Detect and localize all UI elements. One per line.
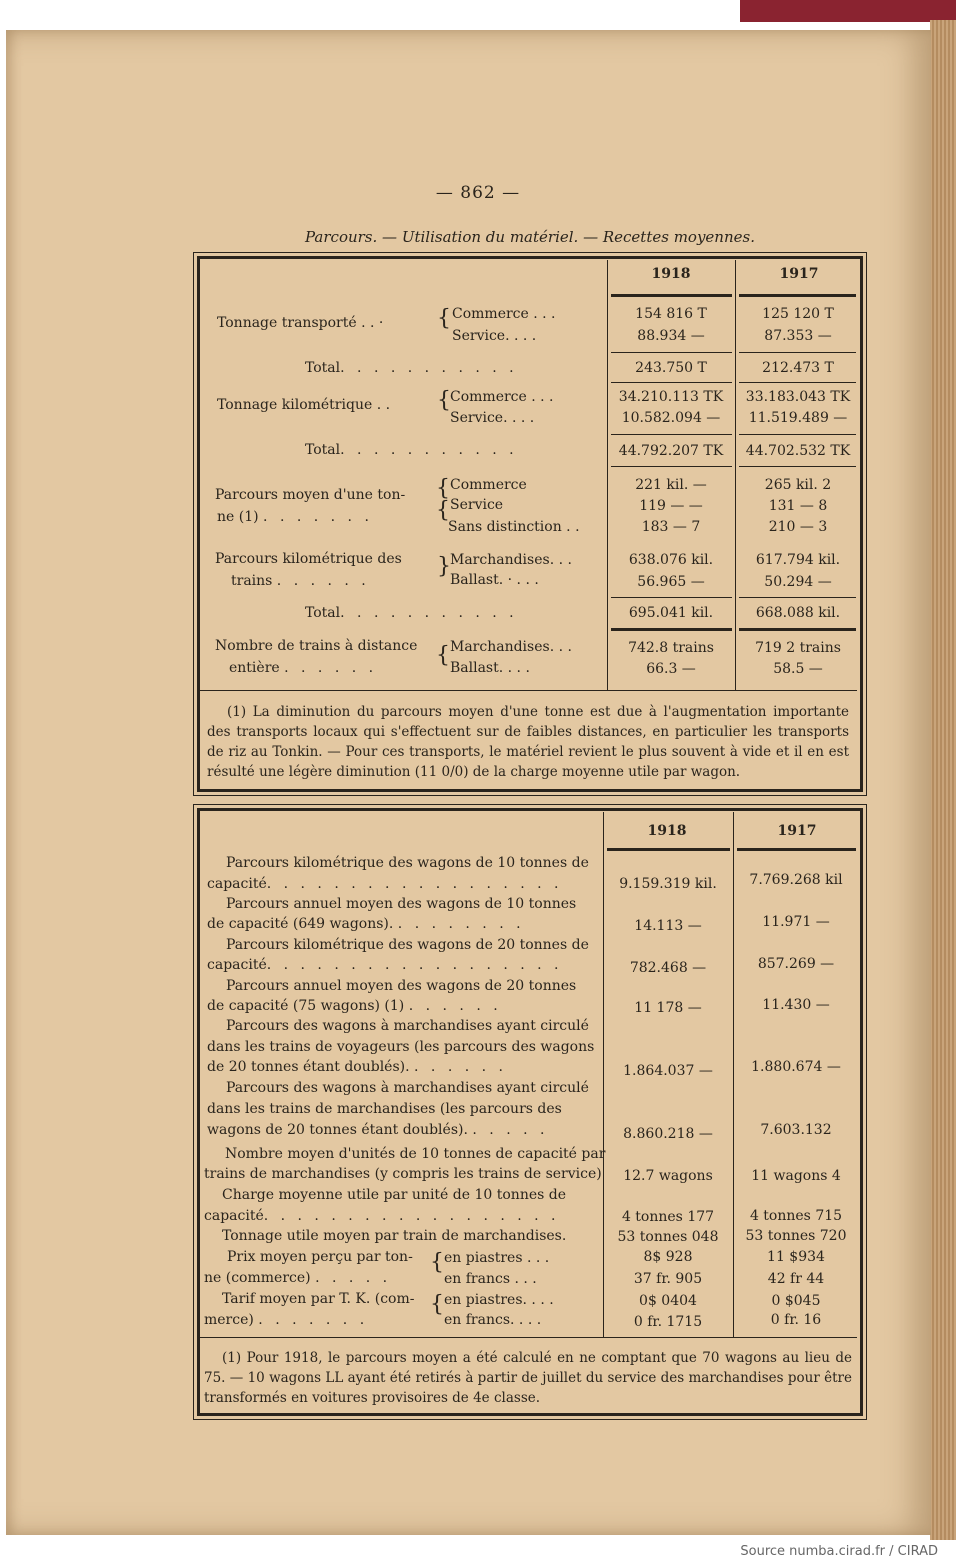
column-header-1917: 1917 [779, 266, 819, 282]
value-cell: 12.7 wagons [623, 1168, 713, 1184]
value-cell: 11.430 — [762, 997, 830, 1013]
value-cell: 1.864.037 — [623, 1063, 713, 1079]
value-cell: 11 $934 [767, 1249, 825, 1265]
total-cell: 695.041 kil. [628, 605, 714, 621]
value-cell: 11 178 — [634, 1000, 702, 1016]
value-cell: 37 fr. 905 [633, 1271, 703, 1287]
value-cell: 4 tonnes 715 [749, 1208, 843, 1224]
page-stack-edge [930, 20, 956, 1540]
book-scan: — 862 — Parcours. — Utilisation du matériel. — Recettes moyennes. 1918 1917 Tonnage transporté . . · { Commerce . . . Service. . . . 154 816 T 88.934 — 125 120 T 87.353 — Total. . . . . . . . . . . 243.750 T 212.473 T Tonnage kilométrique . . { Commerce . . . Service. . . . 34.210.113 TK 10.582.094 — 33.183.043 TK 11.519.489 — Total. . . . . . . . . . . 44.792.207 TK 44.702.532 TK Parcours moyen d'une ton- ne (1) . . . . . . . { { Commerce Service Sans distinction . . 221 kil. — 119 — — 183 — 7 265 kil. 2 131 — 8 210 — 3 Parcours kilométrique des trains . . . . . . } Marchandises. . . Ballast. · . . . 638.076 kil. 56.965 — 617.794 kil. 50.294 — Total. . . . . . . . . . . 695.041 kil. 668.088 kil. Nombre de trains à distance entière . . . . . . { Marchandises. . . Ballast. . . . 742.8 trains 66.3 — 719 2 trains 58.5 — (1) La diminution du parcours moyen d'une tonne est due à l'augmentation importante des transports locaux qui s'effectuent sur de faibles distances, en particulier les transports de riz au Tonkin. — Pour ces transports, le matériel revient le plus souvent à vide et il en est résulté une légère diminution (11 0/0) de la charge moyenne utile par wagon. 1918 1917 Parcours kilométrique des wagons de 10 tonnes de capacité. . . . . . . . . . . . . . . . . . 9.159.319 kil. 7.769.268 kil Parcours annuel moyen des wagons de 10 tonnes de capacité (649 wagons). . . . . . . . . 14.113 — 11.971 — Parcours kilométrique des wagons de 20 tonnes de capacité. . . . . . . . . . . . . . . . . . 782.468 — 857.269 — Parcours annuel moyen des wagons de 20 tonnes de capacité (75 wagons) (1) . . . . . . 11 178 — 11.430 — Parcours des wagons à marchandises ayant circulé dans les trains de voyageurs (les parcours des wagons de 20 tonnes étant doublés). . . . . . . 1.864.037 — 1.880.674 — Parcours des wagons à marchandises ayant circulé dans les trains de marchandises (les parcours des wagons de 20 tonnes étant doublés). . . . . . 8.860.218 — 7.603.132 Nombre moyen d'unités de 10 tonnes de capacité par trains de marchandises (y compris les trains de service) 12.7 wagons 11 wagons 4 Charge moyenne utile par unité de 10 tonnes de capacité. . . . . . . . . . . . . . . . . . 4 tonnes 177 4 tonnes 715 Tonnage utile moyen par train de marchandises. 53 tonnes 048 53 tonnes 720 Prix moyen perçu par ton- ne (commerce) . . . . . { en piastres . . . en francs . . . 8$ 928 37 fr. 905 11 $934 42 fr 44 Tarif moyen par T. K. (com- merce) . . . . . . . { en piastres. . . . en francs. . . . 0$ 0404 0 fr. 1715 0 $045 0 fr. 16 (1) Pour 1918, le parcours moyen a été calculé en ne comptant que 70 wagons au lieu de 75. — 10 wagons LL ayant été retirés à partir de juillet du service des marchandises pour être transformés en voitures provisoires de 4e classe. Source numba.cirad.fr / CIRAD [0, 0, 956, 1540]
value-cell: 8.860.218 — [623, 1126, 713, 1142]
value-cell: 1.880.674 — [751, 1059, 841, 1075]
value-cell: 719 2 trains [755, 640, 841, 656]
value-cell: 9.159.319 kil. [619, 876, 717, 892]
value-cell: 42 fr 44 [767, 1271, 825, 1287]
value-cell: 210 — 3 [768, 519, 828, 535]
total-cell: 44.792.207 TK [618, 443, 724, 459]
column-header-1918: 1918 [647, 823, 687, 839]
total-cell: 243.750 T [635, 360, 707, 376]
value-cell: 265 kil. 2 [764, 477, 832, 493]
value-cell: 11.971 — [762, 914, 830, 930]
value-cell: 221 kil. — [635, 477, 707, 493]
source-credit: Source numba.cirad.fr / CIRAD [740, 1544, 938, 1559]
value-cell: 0 fr. 16 [770, 1312, 822, 1328]
value-cell: 88.934 — [637, 328, 705, 344]
value-cell: 7.603.132 [760, 1122, 832, 1138]
value-cell: 33.183.043 TK [745, 389, 851, 405]
value-cell: 8$ 928 [643, 1249, 693, 1265]
value-cell: 131 — 8 [768, 498, 828, 514]
page-title: Parcours. — Utilisation du matériel. — Recettes moyennes. [305, 228, 755, 246]
value-cell: 50.294 — [764, 574, 832, 590]
value-cell: 11.519.489 — [748, 410, 848, 426]
value-cell: 0 fr. 1715 [633, 1314, 703, 1330]
total-cell: 668.088 kil. [755, 605, 841, 621]
value-cell: 53 tonnes 048 [617, 1229, 719, 1245]
column-header-1918: 1918 [651, 266, 691, 282]
value-cell: 56.965 — [637, 574, 705, 590]
value-cell: 58.5 — [773, 661, 823, 677]
value-cell: 66.3 — [646, 661, 696, 677]
footnote: (1) Pour 1918, le parcours moyen a été calculé en ne comptant que 70 wagons au lieu de 75. — 10 wagons LL ayant été retirés à partir de juillet du service des marchandises pour être transformés en voitures provisoires de 4e classe. [204, 1350, 852, 1406]
value-cell: 742.8 trains [628, 640, 714, 656]
value-cell: 154 816 T [635, 306, 707, 322]
value-cell: 10.582.094 — [621, 410, 721, 426]
value-cell: 14.113 — [634, 918, 702, 934]
value-cell: 119 — — [639, 498, 703, 514]
value-cell: 4 tonnes 177 [621, 1209, 715, 1225]
row-label: Tonnage transporté . . · [217, 315, 384, 331]
total-cell: 212.473 T [762, 360, 834, 376]
column-header-1917: 1917 [777, 823, 817, 839]
value-cell: 125 120 T [762, 306, 834, 322]
value-cell: 617.794 kil. [755, 552, 841, 568]
value-cell: 53 tonnes 720 [745, 1228, 847, 1244]
footnote: (1) La diminution du parcours moyen d'une tonne est due à l'augmentation importante des transports locaux qui s'effectuent sur de faibles distances, en particulier les transports de riz au Tonkin. — Pour ces transports, le matériel revient le plus souvent à vide et il en est résulté une légère diminution (11 0/0) de la charge moyenne utile par wagon. [207, 704, 849, 780]
value-cell: 782.468 — [629, 960, 707, 976]
value-cell: 857.269 — [757, 956, 835, 972]
book-ribbon [740, 0, 956, 22]
value-cell: 0$ 0404 [639, 1293, 697, 1309]
value-cell: 638.076 kil. [628, 552, 714, 568]
total-cell: 44.702.532 TK [745, 443, 851, 459]
value-cell: 87.353 — [764, 328, 832, 344]
page-number: — 862 — [435, 183, 521, 203]
value-cell: 0 $045 [771, 1293, 821, 1309]
value-cell: 7.769.268 kil [749, 872, 843, 888]
value-cell: 11 wagons 4 [751, 1168, 841, 1184]
value-cell: 34.210.113 TK [618, 389, 724, 405]
value-cell: 183 — 7 [641, 519, 701, 535]
